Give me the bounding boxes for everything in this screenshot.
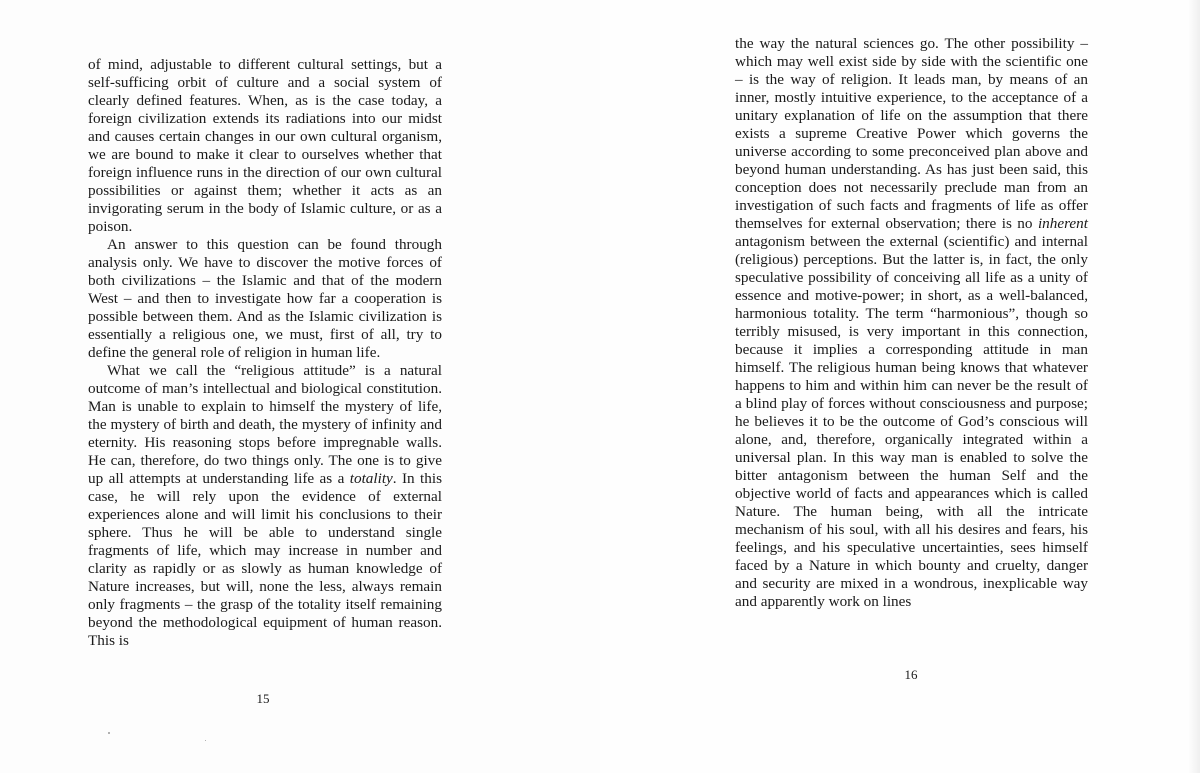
scan-speck (205, 740, 206, 741)
left-paragraph-1 (88, 56, 442, 236)
page-edge-shadow (1188, 0, 1200, 773)
left-paragraph-3-text-end: . In this case, he will rely upon the evidence of external experiences alone and will limit his conclusions to their sphere. Thus he will be able to understand single fragments of life, which may increase in number and clarity as rapidly or as slowly as human knowledge of Nature increases, but will, none the less, always remain only fragments – the grasp of the totality itself remaining beyond the methodological equipment of human reason. This is (88, 470, 442, 649)
right-paragraph-1-emphasis: inherent (1037, 215, 1088, 232)
page-number-right: 16 (904, 667, 918, 682)
scan-speck (108, 732, 110, 734)
left-page-body (88, 56, 442, 650)
right-paragraph-1-text-start: the way the natural sciences go. The other possibility – which may well exist side by side with the scientific one – is the way of religion. It leads man, by means of an inner, mostly intuitive experience, to the acceptance of a unitary explanation of life on the assumption that there exists a supreme Creative Power which governs the universe according to some preconceived plan above and beyond human understanding. As has just been said, this conception does not necessarily preclude man from an investigation of such facts and fragments of life as offer themselves for external observation; there is no (735, 35, 1088, 232)
right-paragraph-1 (735, 35, 1088, 611)
right-paragraph-1-text-end: antagonism between the external (scientific) and internal (religious) perceptions. But the latter is, in fact, the only speculative possibility of conceiving all life as a unity of essence and motive-power; in short, as a well-balanced, harmonious totality. The term “harmonious”, though so terribly misused, is very important in this connection, because it implies a corresponding attitude in man himself. The religious human being knows that whatever happens to him and within him can never be the result of a blind play of forces without consciousness and purpose; he believes it to be the outcome of God’s conscious will alone, and, therefore, organically integrated within a universal plan. In this way man is enabled to solve the bitter antagonism between the human Self and the objective world of facts and appearances which is called Nature. The human being, with all the intricate mechanism of his soul, with all his desires and fears, his feelings, and his speculative uncertainties, sees himself faced by a Nature in which bounty and cruelty, danger and security are mixed in a wondrous, inexplicable way and apparently work on lines (735, 233, 1088, 610)
left-paragraph-3-emphasis: totality (349, 470, 393, 487)
left-paragraph-3-text-start: What we call the “religious attitude” is a natural outcome of man’s intellectual and biological constitution. Man is unable to explain to himself the mystery of life, the mystery of birth and death, the mystery of infinity and eternity. His reasoning stops before impregnable walls. He can, therefore, do two things only. The one is to give up all attempts at understanding life as a (88, 362, 442, 487)
left-paragraph-2-text: An answer to this question can be found through analysis only. We have to discover the motive forces of both civilizations – the Islamic and that of the modern West – and then to investigate how far a cooperation is possible between them. And as the Islamic civilization is essentially a religious one, we must, first of all, try to define the general role of religion in human life. (88, 236, 442, 361)
left-paragraph-3 (88, 362, 442, 650)
left-paragraph-1-text: of mind, adjustable to different cultural settings, but a self-sufficing orbit of culture and a social system of clearly defined features. When, as is the case today, a foreign civilization extends its radiations into our midst and causes certain changes in our own cultural organism, we are bound to make it clear to ourselves whether that foreign influence runs in the direction of our own cultural possibilities or against them; whether it acts as an invigorating serum in the body of Islamic culture, or as a poison. (88, 56, 442, 235)
left-paragraph-2 (88, 236, 442, 362)
right-page-body (735, 35, 1088, 611)
page-number-left: 15 (256, 691, 270, 706)
